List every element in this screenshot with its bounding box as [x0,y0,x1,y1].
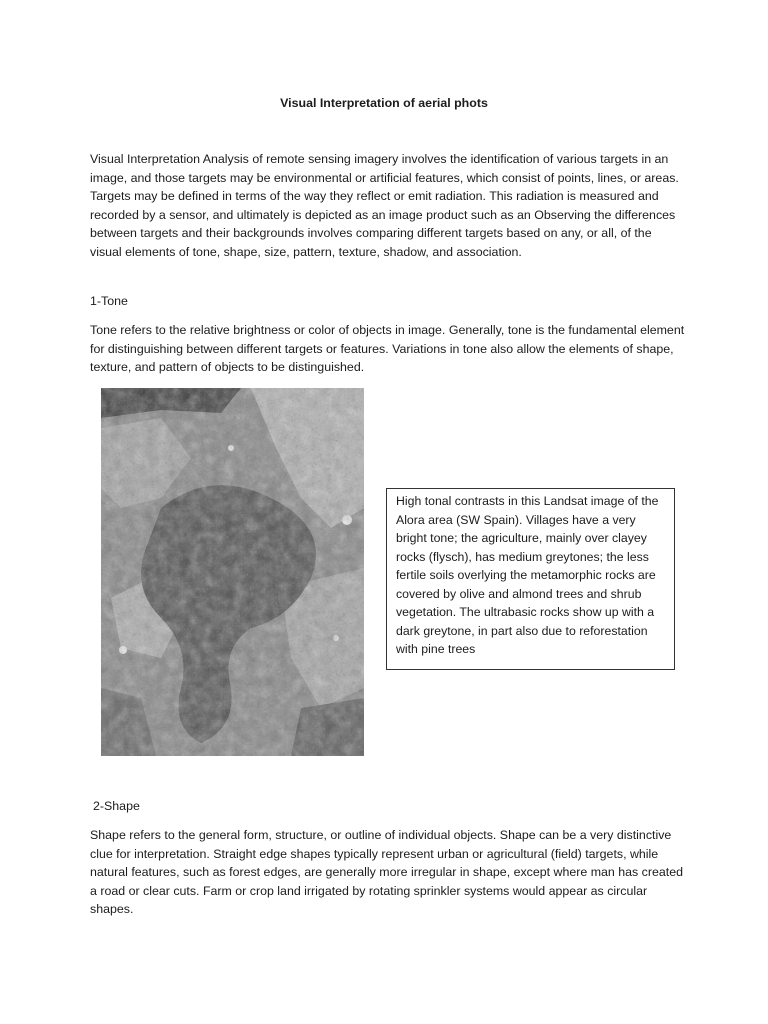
figure-caption-box [386,488,675,670]
section-body-tone: Tone refers to the relative brightness or color of objects in image. Generally, tone is the fundamental element for distinguishing between different targets or features. Variations in tone also allow the elements of shape, texture, and pattern of objects to be distinguished. [90,323,685,375]
section-heading-shape: 2-Shape [93,799,140,813]
section-heading-tone: 1-Tone [90,294,128,308]
landsat-image [101,388,364,756]
intro-paragraph: Visual Interpretation Analysis of remote sensing imagery involves the identification of various targets in an image, and those targets may be environmental or artificial features, which consist of points, lines, or areas. Targets may be defined in terms of the way they reflect or emit radiation. This radiation is measured and recorded by a sensor, and ultimately is depicted as an image product such as an Observing the differences between targets and their backgrounds involves comparing different targets based on any, or all, of the visual elements of tone, shape, size, pattern, texture, shadow, and association. [90,152,679,259]
section-body-shape: Shape refers to the general form, structure, or outline of individual objects. Shape can be a very distinctive clue for interpretation. Straight edge shapes typically represent urban or agricultural (field) targets, while natural features, such as forest edges, are generally more irregular in shape, except where man has created a road or clear cuts. Farm or crop land irrigated by rotating sprinkler systems would appear as circular shapes. [90,828,684,917]
figure-caption-text: High tonal contrasts in this Landsat image of the Alora area (SW Spain). Villages have a very bright tone; the agriculture, mainly over clayey rocks (flysch), has medium greytones; the less fertile soils overlying the metamorphic rocks are covered by olive and almond trees and shrub vegetation. The ultrabasic rocks show up with a dark greytone, in part also due to reforestation with pine trees [396,494,659,656]
document-title: Visual Interpretation of aerial phots [280,96,488,110]
landsat-image-graphic [101,388,364,756]
